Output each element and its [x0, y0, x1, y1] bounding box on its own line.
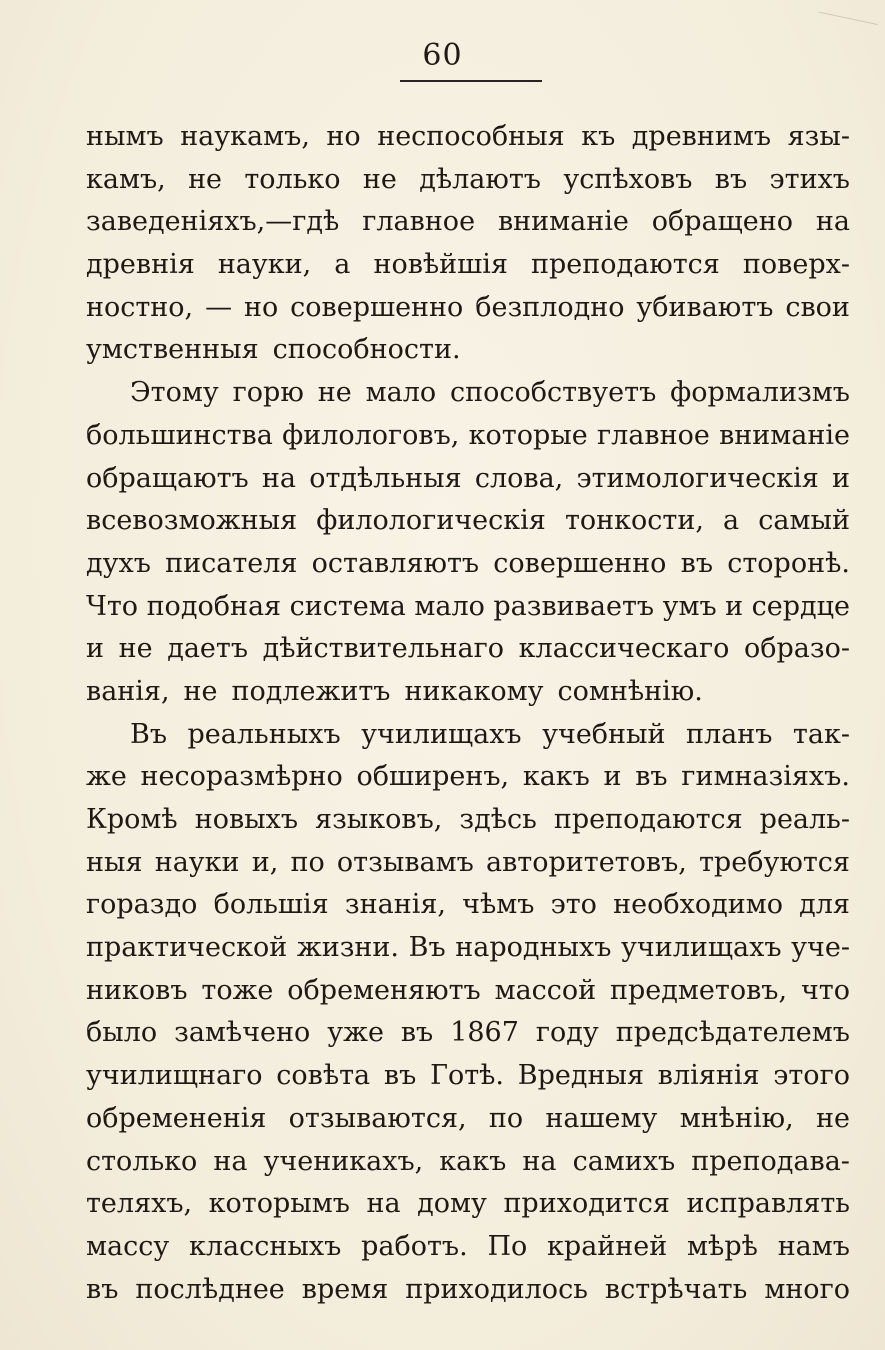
- text-line: [86, 244, 850, 287]
- text-line: [86, 329, 850, 372]
- word: классическаго: [518, 633, 730, 665]
- word: дѣйствительнаго: [262, 633, 505, 665]
- word: дѣлаютъ: [419, 163, 541, 195]
- word: убиваютъ: [636, 291, 774, 323]
- word: теляхъ,: [86, 1188, 193, 1220]
- word: По: [487, 1230, 528, 1262]
- word: нашему: [545, 1102, 658, 1134]
- word: столько: [86, 1145, 198, 1177]
- word: преподава-: [691, 1145, 850, 1177]
- word: требуются: [699, 846, 850, 878]
- word: новѣйшія: [373, 249, 508, 281]
- word: приходится: [503, 1188, 670, 1220]
- body-text: [86, 116, 850, 1311]
- word: совершенно: [290, 291, 464, 323]
- word: заведеніяхъ,—гдѣ: [86, 206, 340, 238]
- word: встрѣчать: [604, 1273, 748, 1305]
- word: практической: [86, 932, 288, 964]
- word: на: [366, 1188, 401, 1220]
- word: къ: [581, 121, 616, 152]
- text-line: [86, 1226, 850, 1269]
- word: которымъ: [208, 1188, 350, 1220]
- word: самый: [758, 505, 850, 537]
- text-line: [86, 415, 850, 458]
- text-line: [86, 671, 850, 714]
- word: древнія: [86, 249, 195, 281]
- text-line: [86, 116, 850, 159]
- text-line: [86, 201, 850, 244]
- word: по: [488, 1102, 524, 1134]
- text-line: [86, 842, 850, 885]
- text-line: [86, 1141, 850, 1184]
- text-line: [86, 1183, 850, 1226]
- word: развиваетъ: [493, 590, 655, 622]
- word: на: [261, 462, 296, 494]
- word: въ: [400, 1017, 434, 1049]
- word: мнѣнію,: [679, 1102, 794, 1134]
- word: совѣта: [276, 1060, 371, 1092]
- word: въ: [635, 761, 668, 793]
- word: отдѣльныя: [309, 462, 462, 494]
- word: Этому: [130, 377, 219, 409]
- word: подобная: [146, 590, 282, 622]
- word: совершенно: [493, 547, 667, 579]
- word: уже: [327, 1017, 384, 1049]
- word: 1867: [450, 1017, 519, 1049]
- word: не: [183, 675, 218, 707]
- word: способствуетъ: [450, 377, 657, 409]
- word: крайней: [547, 1230, 668, 1262]
- text-line: [86, 500, 850, 543]
- word: а: [334, 249, 351, 281]
- word: большинства: [86, 419, 273, 451]
- word: предсѣдателемъ: [615, 1017, 850, 1049]
- word: же: [86, 761, 127, 793]
- word: но: [243, 291, 279, 323]
- word: духъ: [86, 547, 151, 579]
- word: Вредныя: [517, 1060, 645, 1092]
- word: умъ: [662, 590, 717, 622]
- word: преподаются: [531, 249, 720, 281]
- word: всевозможныя: [86, 505, 298, 537]
- word: учебный: [542, 718, 666, 750]
- word: замѣчено: [174, 1017, 311, 1049]
- word: исправлять: [686, 1188, 850, 1220]
- text-line: [86, 1012, 850, 1055]
- text-line: [86, 543, 850, 586]
- text-line: [86, 372, 850, 415]
- word: несоразмѣрно: [140, 761, 343, 793]
- word: сторонѣ.: [727, 547, 850, 579]
- text-line: [86, 970, 850, 1013]
- text-line: [86, 628, 850, 671]
- word: ныя: [86, 846, 143, 878]
- word: тоже: [201, 974, 274, 1006]
- word: въ: [680, 547, 714, 579]
- word: новыхъ: [194, 804, 299, 835]
- word: училищахъ: [361, 718, 522, 750]
- word: жизни.: [296, 932, 400, 964]
- word: уче-: [791, 932, 850, 964]
- word: гимназіяхъ.: [681, 761, 850, 793]
- word: науки,: [217, 249, 312, 281]
- word: успѣховъ: [563, 163, 693, 195]
- word: не: [815, 1102, 850, 1134]
- word: способности.: [272, 334, 461, 366]
- word: Готѣ.: [430, 1060, 505, 1092]
- word: мало: [365, 377, 437, 409]
- word: этихъ: [769, 163, 850, 195]
- word: Въ: [408, 932, 446, 964]
- word: образо-: [743, 633, 850, 665]
- word: на: [815, 206, 850, 238]
- word: массу: [86, 1230, 170, 1262]
- word: училищнаго: [86, 1060, 263, 1092]
- word: училищахъ: [621, 932, 782, 964]
- text-line: [86, 287, 850, 330]
- word: планъ: [686, 718, 773, 750]
- word: въ: [714, 163, 748, 195]
- word: которые: [468, 419, 588, 451]
- word: обременяютъ: [287, 974, 481, 1006]
- word: вліянія: [657, 1060, 760, 1092]
- text-line: [86, 927, 850, 970]
- word: безплодно: [475, 291, 625, 323]
- word: и: [725, 590, 744, 622]
- word: необходимо: [613, 889, 783, 921]
- word: обращено: [651, 206, 793, 238]
- text-line: [86, 1269, 850, 1312]
- word: гораздо: [86, 889, 198, 921]
- page-corner-mark: [819, 0, 882, 25]
- word: не: [317, 377, 352, 409]
- word: на: [213, 1145, 248, 1177]
- word: слова,: [474, 462, 564, 494]
- word: здѣсь: [459, 804, 537, 835]
- word: въ: [86, 1273, 119, 1305]
- word: вниманіе: [719, 419, 850, 451]
- word: было: [86, 1017, 158, 1049]
- word: даетъ: [167, 633, 249, 665]
- word: умственныя: [86, 334, 259, 366]
- word: не: [362, 163, 397, 195]
- word: Кромѣ: [86, 804, 178, 835]
- word: науки: [154, 846, 240, 878]
- word: дому: [417, 1188, 487, 1220]
- word: неспособныя: [377, 121, 565, 152]
- word: этимологическія: [576, 462, 819, 494]
- word: какъ: [439, 1145, 507, 1177]
- word: свои: [785, 291, 850, 323]
- word: язы-: [787, 121, 850, 152]
- word: работъ.: [361, 1230, 468, 1262]
- word: формализмъ: [670, 377, 850, 409]
- word: камъ,: [86, 163, 166, 195]
- word: знанія,: [344, 889, 446, 921]
- word: не: [188, 163, 223, 195]
- word: какъ: [522, 761, 590, 793]
- text-line: [86, 799, 850, 842]
- word: филологическія: [316, 505, 546, 537]
- header-rule: [400, 80, 542, 82]
- word: так-: [792, 718, 850, 750]
- word: никовъ: [86, 974, 188, 1006]
- word: не: [118, 633, 153, 665]
- word: Что: [86, 590, 139, 622]
- word: поверх-: [742, 249, 850, 281]
- word: и,: [251, 846, 279, 878]
- word: вниманіе: [497, 206, 629, 238]
- word: никакому: [404, 675, 544, 707]
- word: массой: [494, 974, 597, 1006]
- word: горю: [232, 377, 304, 409]
- word: въ: [383, 1060, 417, 1092]
- text-line: [86, 884, 850, 927]
- text-line: [86, 586, 850, 629]
- word: предметовъ,: [610, 974, 788, 1006]
- word: обширенъ,: [356, 761, 510, 793]
- word: Въ: [130, 718, 168, 750]
- word: намъ: [777, 1230, 850, 1262]
- word: по: [290, 846, 325, 878]
- word: тонкости,: [564, 505, 704, 537]
- word: отзываются,: [288, 1102, 467, 1134]
- word: филологовъ,: [282, 419, 460, 451]
- word: отзывамъ: [336, 846, 474, 878]
- word: подлежитъ: [231, 675, 391, 707]
- word: сомнѣнію.: [557, 675, 703, 707]
- word: для: [799, 889, 850, 921]
- word: что: [800, 974, 850, 1006]
- word: ностно,: [86, 291, 194, 323]
- word: этого: [773, 1060, 850, 1092]
- word: обремененія: [86, 1102, 267, 1134]
- word: оставляютъ: [311, 547, 480, 579]
- word: это: [550, 889, 597, 921]
- word: году: [535, 1017, 599, 1049]
- word: авторитетовъ,: [485, 846, 687, 878]
- text-line: [86, 458, 850, 501]
- text-line: [86, 1055, 850, 1098]
- word: языковъ,: [315, 804, 443, 835]
- word: главное: [362, 206, 476, 238]
- word: реальныхъ: [187, 718, 341, 750]
- word: самихъ: [572, 1145, 676, 1177]
- word: и: [86, 633, 104, 665]
- word: и: [832, 462, 850, 494]
- word: и: [603, 761, 622, 793]
- word: приходилось: [405, 1273, 588, 1305]
- word: только: [244, 163, 341, 195]
- page-number: 60: [422, 38, 463, 73]
- word: древнимъ: [631, 121, 772, 152]
- word: ванія,: [86, 675, 170, 707]
- text-line: [86, 714, 850, 757]
- text-line: [86, 159, 850, 202]
- word: нымъ: [86, 121, 164, 152]
- word: —: [205, 291, 233, 323]
- word: преподаются: [553, 804, 743, 835]
- word: послѣднее: [135, 1273, 285, 1305]
- word: мѣрѣ: [687, 1230, 758, 1262]
- word: а: [723, 505, 740, 537]
- word: но: [326, 121, 361, 152]
- word: сердце: [751, 590, 850, 622]
- word: классныхъ: [189, 1230, 342, 1262]
- word: время: [301, 1273, 389, 1305]
- word: система: [289, 590, 406, 622]
- word: обращаютъ: [86, 462, 249, 494]
- word: наукамъ,: [180, 121, 310, 152]
- text-line: [86, 756, 850, 799]
- word: главное: [597, 419, 710, 451]
- word: много: [764, 1273, 850, 1305]
- page-header: [0, 38, 885, 73]
- word: мало: [414, 590, 485, 622]
- word: ученикахъ,: [263, 1145, 424, 1177]
- word: большія: [213, 889, 329, 921]
- word: писателя: [165, 547, 298, 579]
- text-line: [86, 1098, 850, 1141]
- word: чѣмъ: [462, 889, 535, 921]
- word: реаль-: [759, 804, 850, 835]
- word: народныхъ: [455, 932, 612, 964]
- word: на: [522, 1145, 557, 1177]
